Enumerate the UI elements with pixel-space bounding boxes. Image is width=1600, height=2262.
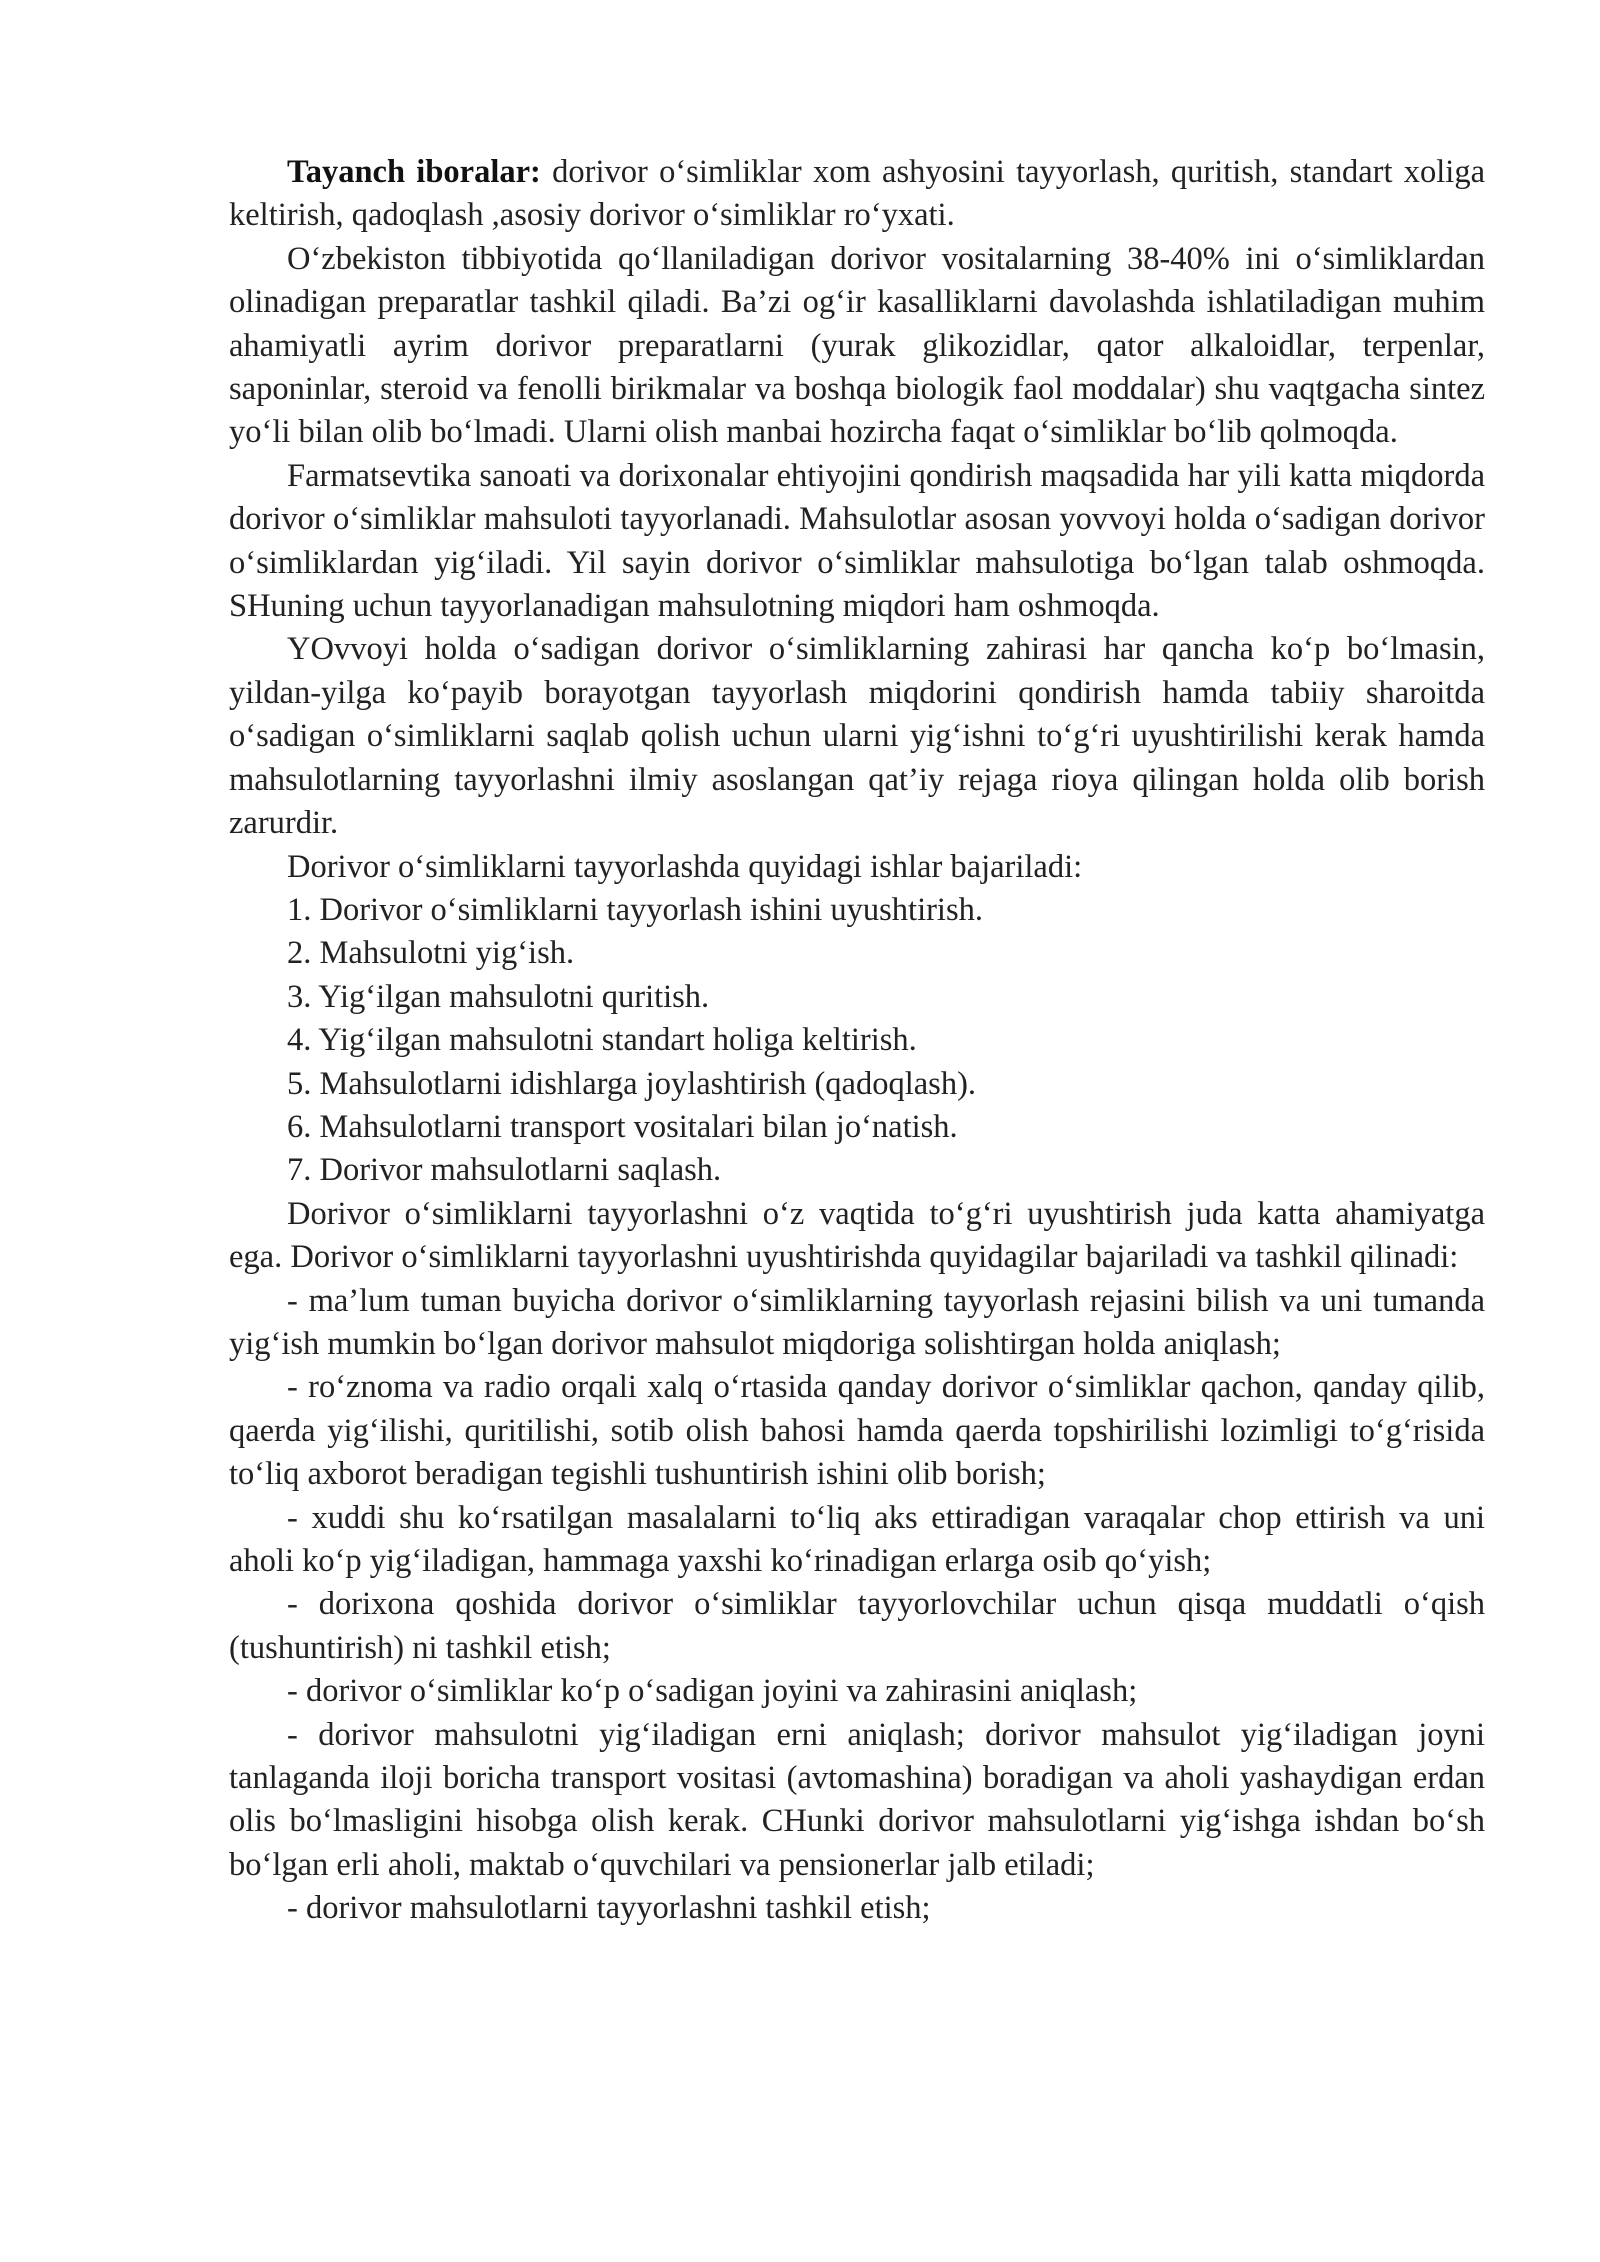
task-list-item: - dorixona qoshida dorivor o‘simliklar tayyorlovchilar uchun qisqa muddatli o‘qish (tushuntirish) ni tashkil etish; (229, 1586, 1485, 1666)
step-list-item: 6. Mahsulotlarni transport vositalari bilan jo‘natish. (287, 1108, 958, 1145)
task-list-item: - xuddi shu ko‘rsatilgan masalalarni to‘liq aks ettiradigan varaqalar chop ettirish va uni aholi ko‘p yig‘iladigan, hammaga yaxshi ko‘rinadigan erlarga osib qo‘yish; (229, 1499, 1485, 1579)
task-list-item: - dorivor mahsulotni yig‘iladigan erni aniqlash; dorivor mahsulot yig‘iladigan joyni tanlaganda iloji boricha transport vositasi (avtomashina) boradigan va aholi yashaydigan erdan olis bo‘lmasligini hisobga olish kerak. CHunki dorivor mahsulotlarni yig‘ishga ishdan bo‘sh bo‘lgan erli aholi, maktab o‘quvchilari va pensionerlar jalb etiladi; (229, 1716, 1485, 1883)
task-list-item: - dorivor mahsulotlarni tayyorlashni tashkil etish; (287, 1890, 931, 1927)
body-paragraph: Dorivor o‘simliklarni tayyorlashni o‘z vaqtida to‘g‘ri uyushtirish juda katta ahamiyatga ega. Dorivor o‘simliklarni tayyorlashni uyushtirishda quyidagilar bajariladi va tashkil qilinadi: (229, 1195, 1485, 1276)
body-paragraph: O‘zbekiston tibbiyotida qo‘llaniladigan dorivor vositalarning 38-40% ini o‘simliklardan olinadigan preparatlar tashkil qiladi. Ba’zi og‘ir kasalliklarni davolashda ishlatiladigan muhim ahamiyatli ayrim dorivor preparatlarni (yurak glikozidlar, qator alkaloidlar, terpenlar, saponinlar, steroid va fenolli birikmalar va boshqa biologik faol moddalar) shu vaqtgacha sintez yo‘li bilan olib bo‘lmadi. Ularni olish manbai hozircha faqat o‘simliklar bo‘lib qolmoqda. (229, 240, 1485, 451)
step-list-item: 7. Dorivor mahsulotlarni saqlash. (287, 1152, 722, 1189)
body-paragraph: YOvvoyi holda o‘sadigan dorivor o‘simliklarning zahirasi har qancha ko‘p bo‘lmasin, yildan-yilga ko‘payib borayotgan tayyorlash miqdorini qondirish hamda tabiiy sharoitda o‘sadigan o‘simliklarni saqlab qolish uchun ularni yig‘ishni to‘g‘ri uyushtirilishi kerak hamda mahsulotlarning tayyorlashni ilmiy asoslangan qat’iy rejaga rioya qilingan holda olib borish zarurdir. (229, 631, 1485, 842)
task-list-item: - ro‘znoma va radio orqali xalq o‘rtasida qanday dorivor o‘simliklar qachon, qanday qilib, qaerda yig‘ilishi, quritilishi, sotib olish bahosi hamda qaerda topshirilishi lozimligi to‘g‘risida to‘liq axborot beradigan tegishli tushuntirish ishini olib borish; (229, 1369, 1485, 1493)
body-paragraph: Dorivor o‘simliklarni tayyorlashda quyidagi ishlar bajariladi: (287, 848, 1083, 885)
task-list-item: - ma’lum tuman buyicha dorivor o‘simliklarning tayyorlash rejasini bilish va uni tumanda yig‘ish mumkin bo‘lgan dorivor mahsulot miqdoriga solishtirgan holda aniqlash; (229, 1282, 1485, 1362)
task-list-item: - dorivor o‘simliklar ko‘p o‘sadigan joyini va zahirasini aniqlash; (287, 1673, 1138, 1710)
step-list-item: 3. Yig‘ilgan mahsulotni quritish. (287, 978, 710, 1015)
step-list-item: 4. Yig‘ilgan mahsulotni standart holiga keltirish. (287, 1022, 917, 1059)
body-paragraph: Farmatsevtika sanoati va dorixonalar ehtiyojini qondirish maqsadida har yili katta miqdorda dorivor o‘simliklar mahsuloti tayyorlanadi. Mahsulotlar asosan yovvoyi holda o‘sadigan dorivor o‘simliklardan yig‘iladi. Yil sayin dorivor o‘simliklar mahsulotiga bo‘lgan talab oshmoqda. SHuning uchun tayyorlanadigan mahsulotning miqdori ham oshmoqda. (229, 457, 1485, 625)
keywords-label: Tayanch iboralar: (287, 154, 541, 190)
keywords-paragraph (229, 151, 1485, 238)
document-body (229, 151, 1485, 1931)
step-list-item: 2. Mahsulotni yig‘ish. (287, 935, 575, 972)
keywords-text: dorivor o‘simliklar xom ashyosini tayyorlash, quritish, standart xoliga keltirish, qadoqlash ,asosiy dorivor o‘simliklar ro‘yxati. (229, 154, 1485, 234)
step-list-item: 5. Mahsulotlarni idishlarga joylashtirish (qadoqlash). (287, 1065, 977, 1102)
step-list-item: 1. Dorivor o‘simliklarni tayyorlash ishini uyushtirish. (287, 891, 983, 928)
